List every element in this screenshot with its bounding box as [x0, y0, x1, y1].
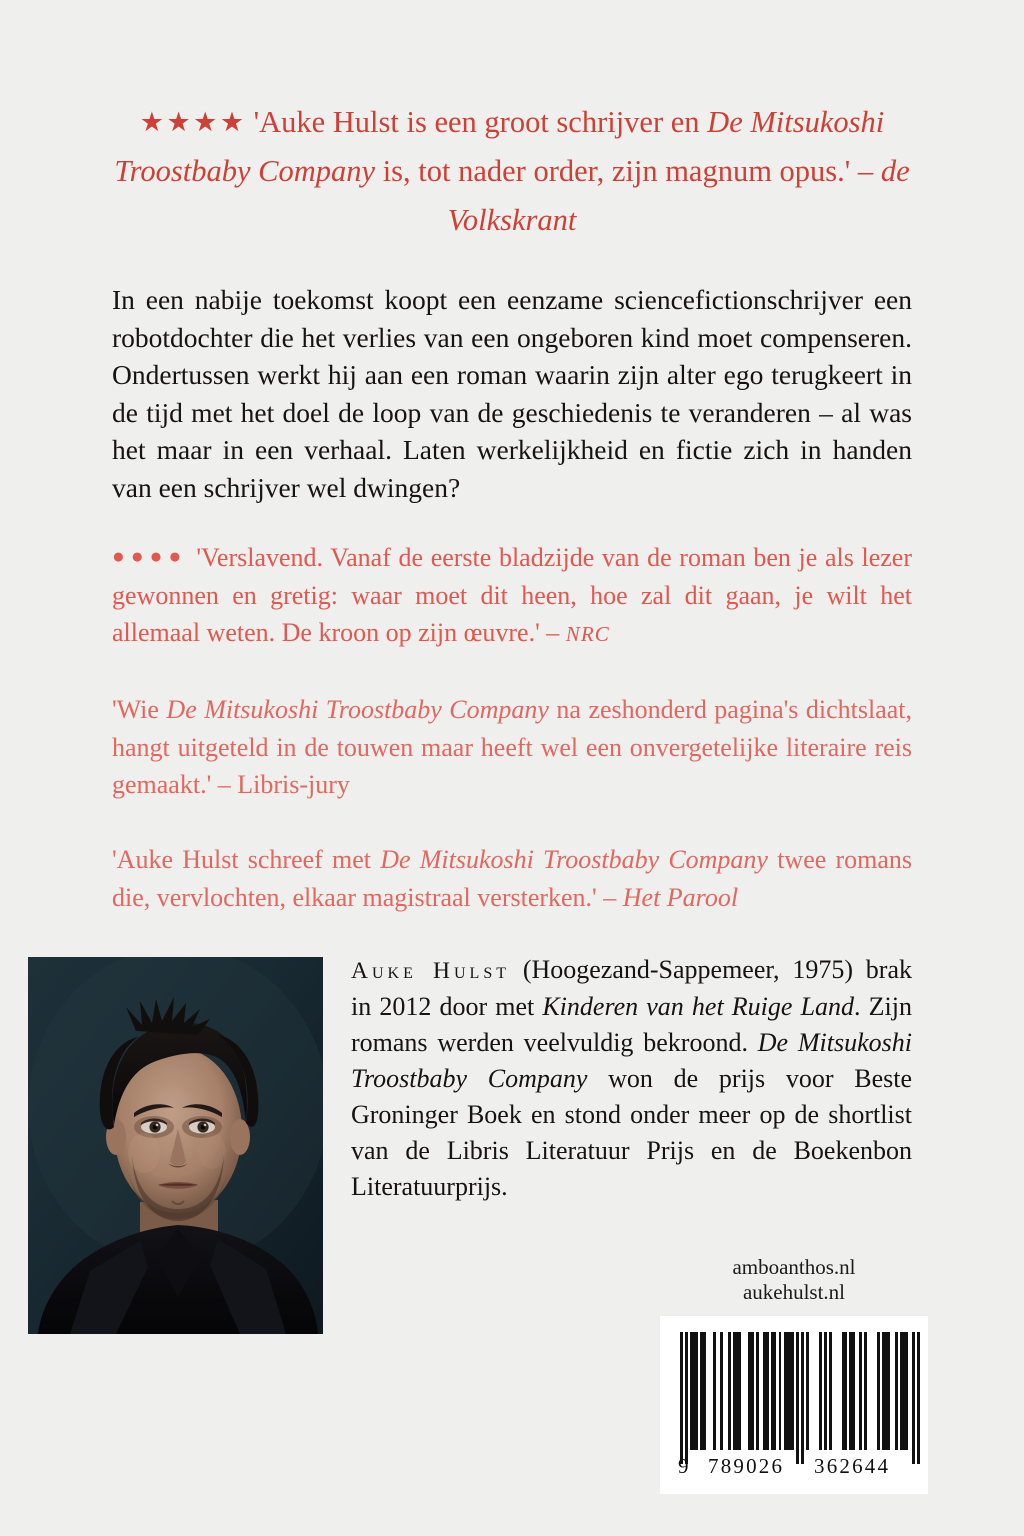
barcode-digit-group-1: 9: [678, 1454, 689, 1478]
parool-quote-book-title: De Mitsukoshi Troostbaby Company: [380, 845, 768, 874]
barcode-digit-group-2: 789026: [708, 1454, 785, 1478]
author-website-link[interactable]: aukehulst.nl: [742, 1280, 846, 1304]
author-portrait-photo: [28, 957, 323, 1334]
barcode-digits: [680, 1454, 920, 1482]
nrc-quote-text: 'Verslavend. Vanaf de eerste bladzijde van de roman ben je als lezer gewonnen en gretig: waar moet dit heen, hoe zal dit gaan, je wilt het allemaal weten. De kroon op zijn œuvre.' –: [112, 543, 912, 647]
parool-quote-source: Het Parool: [622, 882, 739, 912]
parool-quote-text-before: 'Auke Hulst schreef met: [112, 845, 381, 874]
author-name: Auke Hulst: [351, 958, 510, 984]
pull-quote-book-title: De Mitsukoshi Troostbaby Company: [114, 105, 885, 188]
libris-quote-text-before: 'Wie: [112, 695, 167, 724]
barcode-digit-group-3: 362644: [814, 1454, 891, 1478]
nrc-quote-source: NRC: [565, 622, 610, 646]
pull-quote: [96, 98, 928, 245]
dot-rating-icon: ●●●●: [112, 544, 188, 568]
pull-quote-source: de Volkskrant: [447, 154, 910, 237]
bio-book-title-1: Kinderen van het Ruige Land: [542, 992, 855, 1021]
parool-review-quote: [112, 841, 912, 916]
libris-jury-quote: [112, 691, 912, 804]
book-blurb: In een nabije toekomst koopt een eenzame sciencefictionschrijver een robotdochter die het verlies van een ongeboren kind moet compenseren. Ondertussen werkt hij aan een roman waarin zijn alter ego terugkeert in de tijd met het doel de loop van de geschiedenis te veranderen – al was het maar in een verhaal. Laten werkelijkheid en fictie zich in handen van een schrijver wel dwingen?: [112, 284, 912, 503]
barcode-bars: [680, 1332, 920, 1450]
bio-segment-2: . Zijn romans werden veelvuldig bekroond.: [351, 992, 912, 1057]
parool-quote-text-after: twee romans die, vervlochten, elkaar magistraal versterken.' –: [112, 845, 913, 912]
website-links: [660, 1255, 928, 1305]
bio-book-title-2: De Mitsukoshi Troostbaby Company: [351, 1028, 912, 1093]
bio-segment-3: won de prijs voor Beste Groninger Boek en stond onder meer op de shortlist van de Libris Literatuur Prijs en de Boekenbon Literatuurprijs.: [351, 1064, 912, 1201]
nrc-review-quote: [112, 538, 912, 654]
isbn-barcode: [660, 1316, 928, 1494]
pull-quote-text-before: 'Auke Hulst is een groot schrijver en: [253, 105, 708, 139]
publisher-website-link[interactable]: amboanthos.nl: [732, 1255, 856, 1279]
libris-quote-text-after: na zeshonderd pagina's dichtslaat, hangt uitgeteld in de touwen maar heeft wel een onvergetelijke literaire reis gemaakt.' – Libris-jury: [112, 695, 913, 799]
bio-segment-1: (Hoogezand-Sappemeer, 1975) brak in 2012 door met: [351, 955, 912, 1021]
portrait-image: [28, 957, 323, 1334]
author-biography: [351, 952, 912, 1205]
libris-quote-book-title: De Mitsukoshi Troostbaby Company: [166, 695, 549, 724]
pull-quote-text-after: is, tot nader order, zijn magnum opus.' –: [375, 154, 881, 188]
star-rating-icon: ★★★★: [139, 107, 247, 137]
